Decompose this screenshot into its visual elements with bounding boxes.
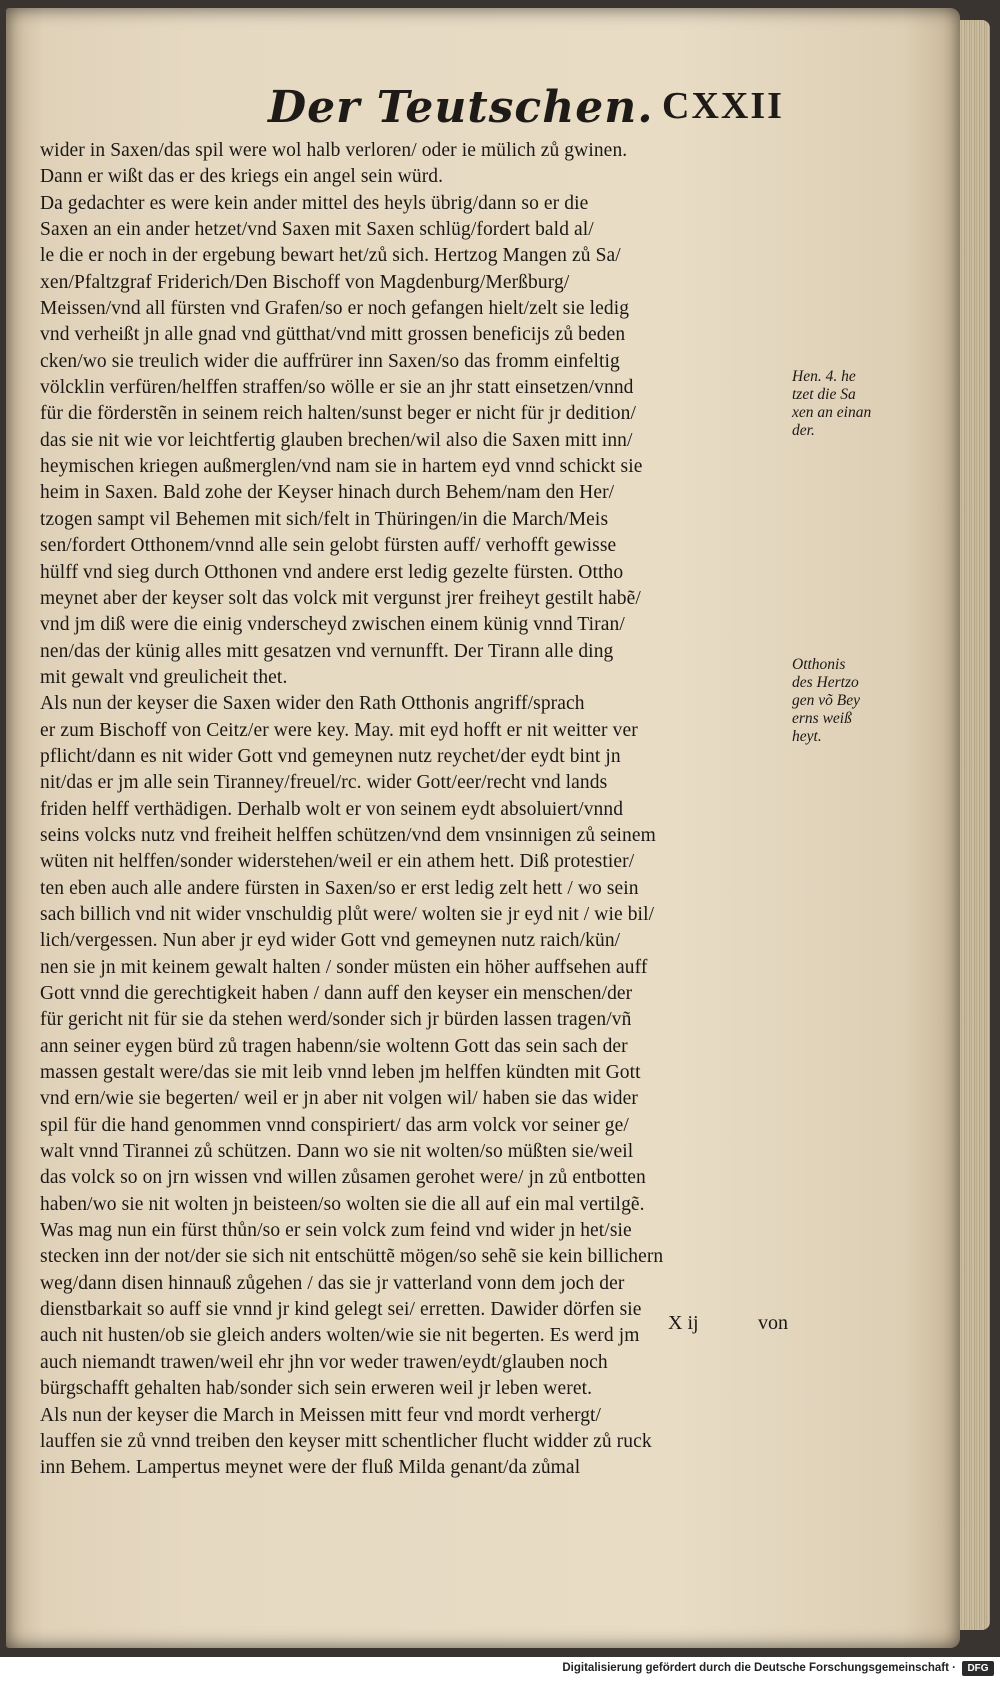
text-line: massen gestalt were/das sie mit leib vnnd leben jm helffen kündten mit Gott: [40, 1062, 641, 1084]
margin-note-line: des Hertzo: [792, 674, 859, 691]
text-line: wider in Saxen/das spil were wol halb verloren/ oder ie mülich zů gwinen.: [40, 140, 628, 161]
dfg-logo: DFG: [962, 1661, 994, 1676]
text-line: auch nit husten/ob sie gleich anders wolten/wie sie nit begerten. Es werd jm: [40, 1325, 640, 1347]
text-line: friden helff verthädigen. Derhalb wolt er von seinem eydt absoluiert/vnnd: [40, 798, 624, 820]
text-line: dienstbarkait so auff sie vnnd jr kind gelegt sei/ erretten. Dawider dörfen sie: [40, 1299, 642, 1321]
text-line: wüten nit helffen/sonder widerstehen/weil er ein athem hett. Diß protestier/: [40, 851, 635, 873]
text-line: xen/Pfaltzgraf Friderich/Den Bischoff von Magdenburg/Merßburg/: [40, 271, 570, 293]
folio-number: CXXII: [662, 85, 784, 127]
credit-bar: [0, 1657, 1000, 1681]
margin-note-line: xen an einan: [792, 404, 872, 421]
margin-note-line: gen võ Bey: [792, 692, 860, 709]
text-line: cken/wo sie treulich wider die auffrürer inn Saxen/so das fromm einfeltig: [40, 350, 620, 372]
text-line: vnd verheißt jn alle gnad vnd gütthat/vnd mitt grossen beneficijs zů beden: [40, 324, 626, 346]
text-line: inn Behem. Lampertus meynet were der fluß Milda genant/da zůmal: [40, 1457, 581, 1479]
text-line: ten eben auch alle andere fürsten in Saxen/so er erst ledig zelt hett / wo sein: [40, 877, 639, 899]
margin-note-line: heyt.: [792, 728, 822, 745]
text-line: heymischen kriegen außmerglen/vnd nam sie in hartem eyd vnnd schickt sie: [40, 456, 643, 478]
margin-note-line: Otthonis: [792, 656, 846, 673]
text-line: seins volcks nutz vnd freiheit helffen schützen/vnd dem vnsinnigen zů seinem: [40, 824, 656, 846]
text-line: das volck so on jrn wissen vnd willen zůsamen gerohet were/ jn zů entbotten: [40, 1167, 646, 1189]
body-text: [40, 138, 790, 1482]
text-line: vnd ern/wie sie begerten/ weil er jn aber nit volgen wil/ haben sie das wider: [40, 1088, 638, 1110]
text-line: Was mag nun ein fürst thůn/so er sein volck zum feind vnd wider jn het/sie: [40, 1220, 632, 1242]
text-line: mit gewalt vnd greulicheit thet.: [40, 666, 288, 688]
running-head: Der Teutschen.: [268, 82, 654, 133]
text-line: für gericht nit für sie da stehen werd/sonder sich jr bürden lassen tragen/vñ: [40, 1009, 632, 1031]
text-line: weg/dann disen hinnauß zůgehen / das sie jr vatterland vonn dem joch der: [40, 1272, 625, 1294]
text-line: das sie nit wie vor leichtfertig glauben brechen/wil also die Saxen mitt inn/: [40, 429, 633, 451]
text-line: walt vnnd Tirannei zů schützen. Dann wo sie nit wolten/so müßten sie/weil: [40, 1141, 634, 1163]
margin-note-henry: [792, 368, 892, 440]
text-line: pflicht/dann es nit wider Gott vnd gemeynen nutz reychet/der eydt bint jn: [40, 745, 621, 767]
margin-note-otto: [792, 656, 892, 746]
margin-note-line: erns weiß: [792, 710, 852, 727]
text-line: Als nun der keyser die Saxen wider den Rath Otthonis angriff/sprach: [40, 693, 585, 715]
text-line: Saxen an ein ander hetzet/vnd Saxen mit Saxen schlüg/fordert bald al/: [40, 219, 594, 241]
credit-text: Digitalisierung gefördert durch die Deutsche Forschungsgemeinschaft ·: [562, 1662, 956, 1674]
text-line: für die förderstẽn in seinem reich halten/sunst beger er nicht für jr dedition/: [40, 403, 636, 425]
text-line: haben/wo sie nit wolten jn beisteen/so wolten sie die all auf ein mal vertilgẽ.: [40, 1193, 645, 1215]
text-line: völcklin verfüren/helffen straffen/so wölle er sie an jhr statt einsetzen/vnnd: [40, 377, 634, 399]
text-line: sach billich vnd nit wider vnschuldig plůt were/ wolten sie jr eyd nit / wie bil/: [40, 903, 655, 925]
text-line: er zum Bischoff von Ceitz/er were key. May. mit eyd hofft er nit weitter ver: [40, 719, 638, 741]
margin-note-line: tzet die Sa: [792, 386, 856, 403]
text-line: Da gedachter es were kein ander mittel des heyls übrig/dann so er die: [40, 192, 589, 214]
text-line: Dann er wißt das er des kriegs ein angel sein würd.: [40, 166, 444, 188]
text-line: nen/das der künig alles mitt gesatzen vnd vernunfft. Der Tirann alle ding: [40, 640, 614, 662]
catchword: von: [758, 1312, 788, 1334]
text-line: sen/fordert Otthonem/vnnd alle sein gelobt fürsten auff/ verhofft gewisse: [40, 535, 617, 557]
text-line: tzogen sampt vil Behemen mit sich/felt in Thüringen/in die March/Meis: [40, 508, 609, 530]
margin-note-line: der.: [792, 422, 815, 439]
text-line: Meissen/vnd all fürsten vnd Grafen/so er noch gefangen hielt/zelt sie ledig: [40, 298, 630, 320]
text-line: Gott vnnd die gerechtigkeit haben / dann auff den keyser ein menschen/der: [40, 983, 633, 1004]
text-line: meynet aber der keyser solt das volck mit vergunst jrer freiheyt gestilt habẽ/: [40, 587, 641, 609]
text-line: lich/vergessen. Nun aber jr eyd wider Gott vnd gemeynen nutz raich/kün/: [40, 930, 621, 952]
signature-mark: X ij: [668, 1312, 699, 1334]
text-line: nit/das er jm alle sein Tiranney/freuel/rc. wider Gott/eer/recht vnd lands: [40, 772, 608, 794]
text-line: ann seiner eygen bürd zů tragen habenn/sie woltenn Gott das sein sach der: [40, 1035, 628, 1057]
text-line: Als nun der keyser die March in Meissen mitt feur vnd mordt verhergt/: [40, 1404, 602, 1426]
text-line: bürgschafft gehalten hab/sonder sich sein erweren weil jr leben weret.: [40, 1378, 593, 1400]
text-line: auch niemandt trawen/weil ehr jhn vor weder trawen/eydt/glauben noch: [40, 1351, 608, 1373]
text-line: heim in Saxen. Bald zohe der Keyser hinach durch Behem/nam den Her/: [40, 482, 615, 504]
text-line: stecken inn der not/der sie sich nit entschüttẽ mögen/so sehẽ sie kein billichern: [40, 1246, 664, 1268]
text-line: le die er noch in der ergebung bewart het/zů sich. Hertzog Mangen zů Sa/: [40, 245, 621, 267]
page-edges: [960, 20, 990, 1630]
text-line: vnd jm diß were die einig vnderscheyd zwischen einem künig vnnd Tiran/: [40, 614, 625, 636]
text-line: lauffen sie zů vnnd treiben den keyser mitt schentlicher flucht widder zů ruck: [40, 1430, 652, 1452]
text-line: spil für die hand genommen vnnd conspiriert/ das arm volck vor seiner ge/: [40, 1114, 629, 1136]
margin-note-line: Hen. 4. he: [792, 368, 856, 385]
text-line: nen sie jn mit keinem gewalt halten / sonder müsten ein höher auffsehen auff: [40, 956, 648, 978]
text-line: hülff vnd sieg durch Otthonen vnd andere erst ledig gezelte fürsten. Ottho: [40, 561, 624, 583]
